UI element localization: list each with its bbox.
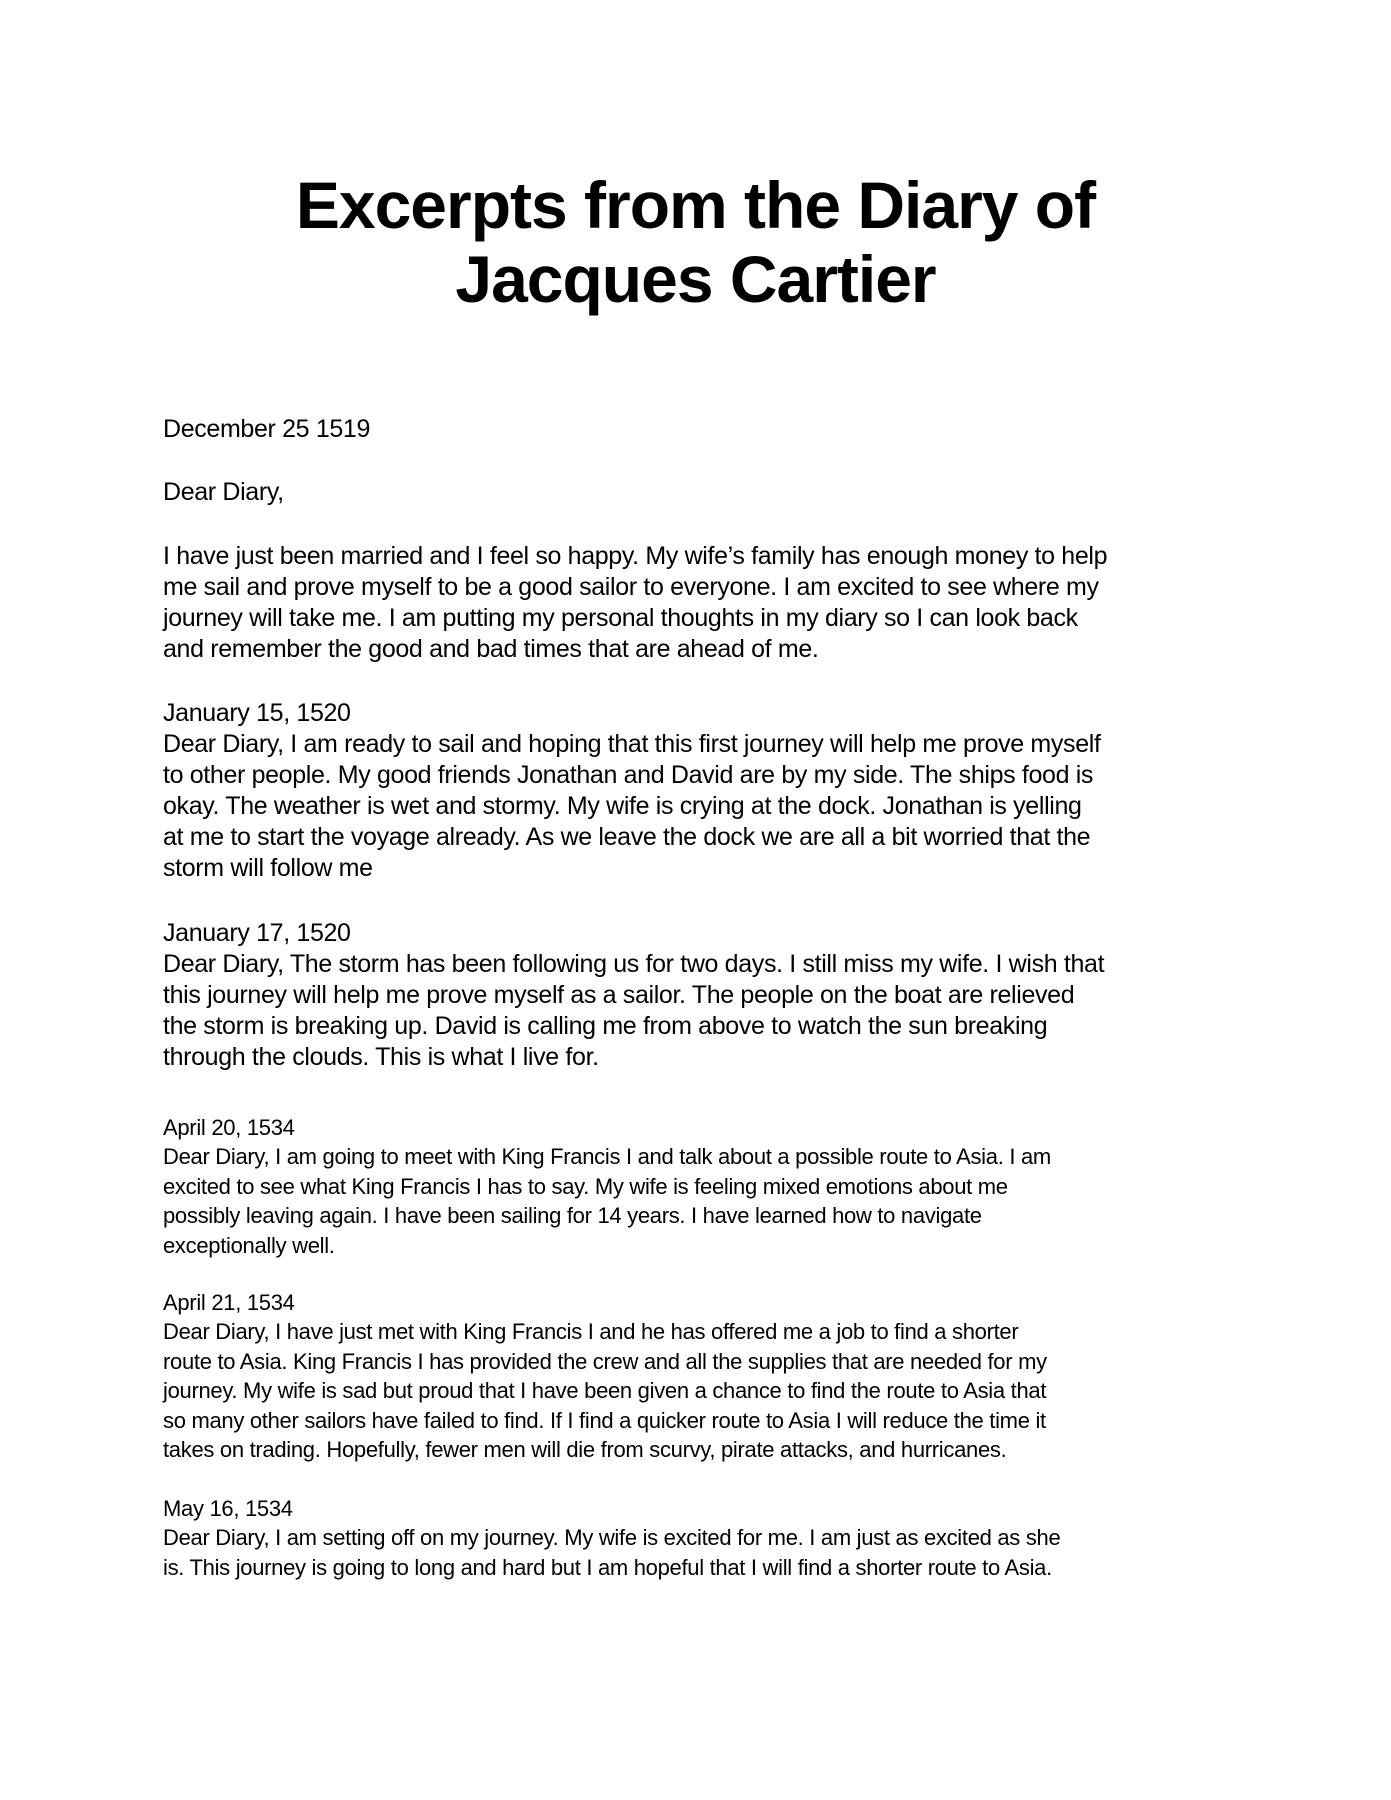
diary-entry-body bbox=[163, 1317, 1047, 1465]
diary-entry-line: is. This journey is going to long and hard but I am hopeful that I will find a shorter route to Asia. bbox=[163, 1554, 1052, 1580]
diary-entry-line: to other people. My good friends Jonathan and David are by my side. The ships food is bbox=[163, 761, 1094, 789]
diary-entry-line: Dear Diary, I am going to meet with King Francis I and talk about a possible route to Asia. I am bbox=[163, 1144, 1051, 1169]
diary-entry-line: I have just been married and I feel so happy. My wife’s family has enough money to help bbox=[163, 542, 1108, 570]
diary-entry-date: April 20, 1534 bbox=[163, 1115, 295, 1140]
title-line-1: Excerpts from the Diary of bbox=[295, 168, 1096, 242]
diary-entry-line: Dear Diary, The storm has been following us for two days. I still miss my wife. I wish that bbox=[163, 950, 1105, 978]
diary-entry-body bbox=[163, 729, 1101, 884]
diary-entry-date: April 21, 1534 bbox=[163, 1290, 295, 1315]
diary-entry-date: January 15, 1520 bbox=[163, 699, 351, 727]
diary-entry-body bbox=[163, 1523, 1060, 1582]
diary-entry-line: Dear Diary, I am ready to sail and hoping that this first journey will help me prove myself bbox=[163, 730, 1101, 758]
diary-entry-body bbox=[163, 541, 1107, 665]
diary-entry-line: this journey will help me prove myself as a sailor. The people on the boat are relieved bbox=[163, 981, 1075, 1009]
diary-entry-line: me sail and prove myself to be a good sailor to everyone. I am excited to see where my bbox=[163, 573, 1099, 601]
diary-entry-line: storm will follow me bbox=[163, 854, 373, 882]
diary-entry-greeting: Dear Diary, bbox=[163, 478, 284, 506]
diary-entry-line: route to Asia. King Francis I has provided the crew and all the supplies that are needed for my bbox=[163, 1348, 1047, 1374]
diary-entry-date: May 16, 1534 bbox=[163, 1496, 293, 1521]
diary-entry-body bbox=[163, 949, 1104, 1073]
diary-entry-line: possibly leaving again. I have been sailing for 14 years. I have learned how to navigate bbox=[163, 1203, 982, 1228]
diary-entry-line: excited to see what King Francis I has to say. My wife is feeling mixed emotions about me bbox=[163, 1173, 1008, 1199]
diary-entry-line: at me to start the voyage already. As we leave the dock we are all a bit worried that the bbox=[163, 823, 1091, 851]
diary-entry-date: December 25 1519 bbox=[163, 415, 371, 443]
diary-entry-line: through the clouds. This is what I live for. bbox=[163, 1043, 599, 1071]
diary-entry-line: Dear Diary, I have just met with King Francis I and he has offered me a job to find a shorter bbox=[163, 1319, 1019, 1344]
diary-entry-line: okay. The weather is wet and stormy. My wife is crying at the dock. Jonathan is yelling bbox=[163, 792, 1082, 820]
diary-entry-line: exceptionally well. bbox=[163, 1232, 335, 1258]
diary-entry-line: Dear Diary, I am setting off on my journey. My wife is excited for me. I am just as excited as she bbox=[163, 1525, 1061, 1550]
diary-entry-line: and remember the good and bad times that are ahead of me. bbox=[163, 635, 819, 663]
diary-entry-line: so many other sailors have failed to find. If I find a quicker route to Asia I will reduce the time it bbox=[163, 1407, 1046, 1433]
diary-entry-line: journey will take me. I am putting my personal thoughts in my diary so I can look back bbox=[163, 604, 1078, 632]
document-title bbox=[0, 168, 1391, 316]
diary-entry-line: takes on trading. Hopefully, fewer men will die from scurvy, pirate attacks, and hurricanes. bbox=[163, 1437, 1007, 1462]
diary-entry-line: the storm is breaking up. David is calling me from above to watch the sun breaking bbox=[163, 1012, 1048, 1040]
title-line-2: Jacques Cartier bbox=[455, 242, 936, 316]
diary-entry-date: January 17, 1520 bbox=[163, 919, 351, 947]
diary-entry-body bbox=[163, 1142, 1051, 1260]
diary-entry-line: journey. My wife is sad but proud that I have been given a chance to find the route to Asia that bbox=[163, 1378, 1047, 1403]
